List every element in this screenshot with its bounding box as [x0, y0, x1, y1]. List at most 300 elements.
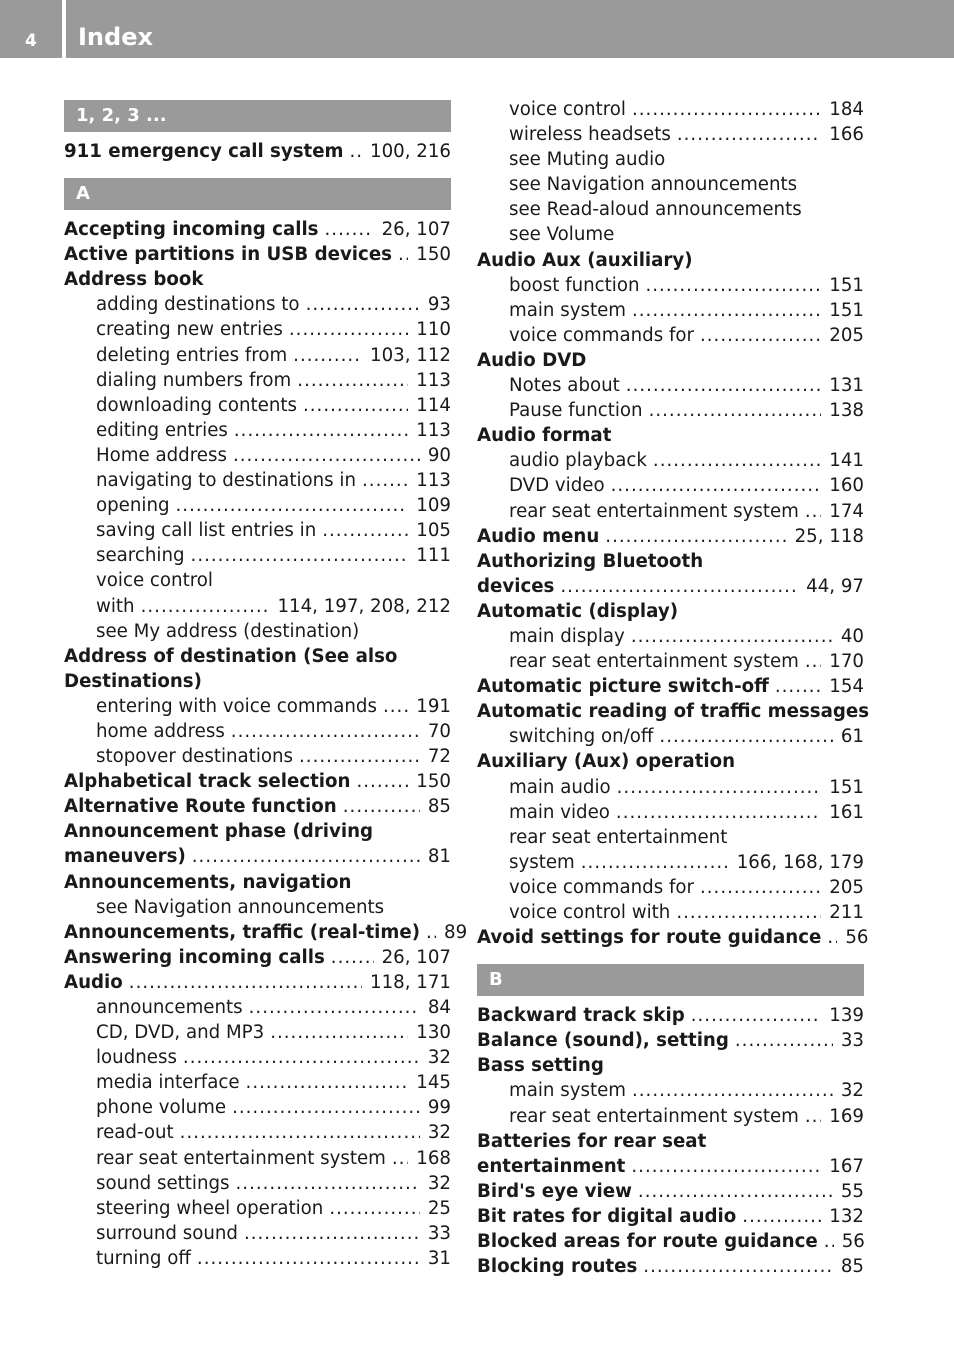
dot-leader [827, 925, 837, 950]
page-reference: 40 [840, 625, 864, 647]
entry-label: DVD video [509, 475, 605, 497]
entry-label: navigating to destinations in [96, 470, 356, 492]
entry-label: searching [96, 545, 185, 567]
page-reference: 113 [416, 470, 451, 492]
entry-label: announcements [96, 997, 243, 1018]
page-reference: 100, 216 [370, 141, 451, 162]
dot-leader [824, 1229, 834, 1254]
header-divider [62, 0, 66, 58]
entry-label: Audio DVD [477, 349, 587, 371]
index-subentry [477, 499, 864, 524]
dot-leader [643, 1254, 833, 1279]
dot-leader [631, 624, 833, 649]
entry-label: Announcements, traffic (real-time) [64, 921, 421, 943]
dot-leader [616, 800, 821, 825]
dot-leader [356, 769, 408, 794]
entry-label: Automatic reading of traffic messages [477, 701, 870, 723]
index-subentry [64, 543, 451, 568]
page-reference: 150 [416, 244, 451, 266]
dot-leader [775, 674, 821, 699]
page-reference: 151 [829, 274, 864, 296]
entry-label: Audio [64, 971, 123, 993]
dot-leader [329, 1196, 420, 1221]
entry-label: voice control [96, 570, 213, 592]
entry-label: entering with voice commands [96, 695, 377, 717]
page-reference: 55 [840, 1180, 864, 1202]
page-reference: 32 [427, 1122, 451, 1144]
entry-label: main system [509, 299, 626, 321]
page-reference: 56 [845, 927, 869, 949]
page-reference: 151 [829, 299, 864, 321]
page-reference: 113 [416, 369, 451, 391]
page-reference: 145 [416, 1072, 451, 1094]
index-subentry [477, 97, 864, 122]
page-reference: 167 [829, 1155, 864, 1177]
entry-label: boost function [509, 274, 640, 296]
index-entry [477, 524, 864, 549]
page-reference: 169 [829, 1105, 864, 1127]
index-subentry [477, 273, 864, 298]
page-reference: 138 [829, 400, 864, 422]
index-entry [64, 844, 451, 869]
dot-leader [805, 499, 821, 524]
index-subentry [64, 719, 451, 744]
entry-label: opening [96, 495, 170, 517]
entry-label: voice commands for [509, 324, 694, 346]
dot-leader [231, 719, 420, 744]
entry-label: Bit rates for digital audio [477, 1205, 737, 1227]
page-reference: 141 [829, 450, 864, 472]
index-subentry [64, 418, 451, 443]
dot-leader [626, 373, 821, 398]
index-subentry [64, 317, 451, 342]
dot-leader [426, 920, 436, 945]
index-subentry [477, 724, 864, 749]
dot-leader [392, 1146, 408, 1171]
index-subentry [64, 443, 451, 468]
dot-leader [303, 393, 408, 418]
entry-label: deleting entries from [96, 344, 288, 366]
page-reference: 44, 97 [806, 575, 864, 597]
dot-leader [232, 1095, 420, 1120]
entry-label: sound settings [96, 1172, 230, 1194]
entry-label: rear seat entertainment system [96, 1147, 386, 1169]
dot-leader [700, 323, 821, 348]
entry-label: main video [509, 801, 610, 823]
page-reference: 150 [416, 771, 451, 793]
entry-label: home address [96, 720, 225, 742]
dot-leader [233, 443, 420, 468]
entry-label: saving call list entries in [96, 520, 317, 542]
page-reference: 85 [840, 1256, 864, 1278]
entry-label: 911 emergency call system [64, 141, 344, 162]
dot-leader [638, 1179, 833, 1204]
entry-label: Announcements, navigation [64, 871, 352, 893]
dot-leader [183, 1045, 420, 1070]
dot-leader [632, 1078, 833, 1103]
dot-leader [691, 1003, 822, 1028]
entry-label: devices [477, 575, 555, 597]
page-reference: 89 [444, 921, 468, 943]
index-entry [477, 1053, 864, 1078]
index-subentry [64, 1020, 451, 1045]
index-entry [64, 870, 451, 895]
index-subentry [477, 649, 864, 674]
entry-label: stopover destinations [96, 746, 293, 768]
index-subentry [477, 900, 864, 925]
entry-label: rear seat entertainment system [509, 651, 799, 673]
entry-label: rear seat entertainment system [509, 500, 799, 522]
page-reference: 85 [427, 796, 451, 818]
entry-label: Answering incoming calls [64, 946, 325, 968]
index-entry [477, 1154, 864, 1179]
section-heading: B [477, 964, 864, 996]
index-entry [64, 945, 451, 970]
dot-leader [306, 292, 420, 317]
index-subentry [477, 147, 864, 172]
dot-leader [192, 844, 420, 869]
entry-label: adding destinations to [96, 294, 300, 316]
index-subentry [477, 172, 864, 197]
index-subentry [477, 323, 864, 348]
index-subentry [64, 493, 451, 518]
section-gap [64, 164, 451, 175]
entry-label: turning off [96, 1247, 191, 1269]
index-subentry [64, 292, 451, 317]
page-reference: 90 [427, 444, 451, 466]
index-subentry [64, 368, 451, 393]
dot-leader [645, 273, 821, 298]
entry-label: entertainment [477, 1155, 626, 1177]
entry-label: Address book [64, 269, 204, 291]
page-reference: 131 [829, 375, 864, 397]
index-subentry [477, 373, 864, 398]
dot-leader [176, 493, 409, 518]
page-reference: 31 [427, 1247, 451, 1269]
page-reference: 174 [829, 500, 864, 522]
page-reference: 166, 168, 179 [736, 851, 864, 873]
index-subentry [64, 1120, 451, 1145]
index-subentry [477, 1078, 864, 1103]
index-subentry [477, 775, 864, 800]
dot-leader [735, 1028, 833, 1053]
index-subentry [64, 1095, 451, 1120]
page-reference: 160 [829, 475, 864, 497]
section-heading: A [64, 178, 451, 210]
page-reference: 118, 171 [370, 971, 451, 993]
index-subentry [64, 343, 451, 368]
entry-label: steering wheel operation [96, 1197, 324, 1219]
entry-label: switching on/off [509, 726, 654, 748]
dot-leader [617, 775, 822, 800]
entry-label: editing entries [96, 419, 228, 441]
entry-label: Avoid settings for route guidance [477, 927, 822, 949]
index-entry [64, 217, 451, 242]
entry-label: CD, DVD, and MP3 [96, 1022, 265, 1044]
dot-leader [331, 945, 374, 970]
dot-leader [350, 139, 363, 164]
index-subentry [477, 624, 864, 649]
entry-label: Bird's eye view [477, 1180, 632, 1202]
index-subentry [477, 850, 864, 875]
entry-label: maneuvers) [64, 846, 186, 868]
index-entry [477, 1254, 864, 1279]
dot-leader [611, 473, 822, 498]
page-reference: 132 [829, 1205, 864, 1227]
page-reference: 205 [829, 324, 864, 346]
entry-label: Blocking routes [477, 1256, 638, 1278]
index-entry [64, 139, 451, 164]
index-entry [477, 674, 864, 699]
index-entry [477, 925, 869, 950]
entry-label: see Volume [509, 224, 615, 246]
index-entry [477, 1003, 864, 1028]
index-entry [477, 248, 864, 273]
entry-label: Authorizing Bluetooth [477, 550, 704, 572]
index-entry [64, 970, 451, 995]
index-entry [477, 749, 864, 774]
index-column-left [64, 97, 468, 1271]
dot-leader [297, 368, 408, 393]
entry-label: Address of destination (See also [64, 645, 398, 667]
dot-leader [191, 543, 409, 568]
page-reference: 99 [427, 1097, 451, 1119]
entry-label: media interface [96, 1072, 240, 1094]
entry-label: rear seat entertainment system [509, 1105, 799, 1127]
index-subentry [64, 1045, 451, 1070]
entry-label: creating new entries [96, 319, 283, 341]
page-reference: 113 [416, 419, 451, 441]
index-subentry [64, 744, 451, 769]
entry-label: rear seat entertainment [509, 826, 728, 848]
entry-label: see Muting audio [509, 149, 666, 171]
entry-label: dialing numbers from [96, 369, 292, 391]
entry-label: see Read-aloud announcements [509, 199, 802, 221]
page-reference: 154 [829, 676, 864, 698]
entry-label: Audio format [477, 425, 612, 447]
page-reference: 56 [841, 1231, 865, 1253]
entry-label: wireless headsets [509, 124, 671, 146]
index-subentry [477, 473, 864, 498]
dot-leader [659, 724, 832, 749]
index-entry [477, 574, 864, 599]
index-subentry [477, 825, 864, 850]
index-entry [477, 348, 864, 373]
entry-label: main audio [509, 776, 611, 798]
dot-leader [362, 468, 408, 493]
index-entry [477, 1179, 864, 1204]
index-column-right [477, 97, 870, 1279]
page-reference: 109 [416, 495, 451, 517]
page-reference: 25 [427, 1197, 451, 1219]
page-reference: 32 [427, 1047, 451, 1069]
page-reference: 84 [427, 997, 451, 1018]
dot-leader [293, 343, 362, 368]
page-reference: 72 [427, 746, 451, 768]
page-reference: 191 [416, 695, 451, 717]
page-reference: 26, 107 [381, 219, 451, 241]
dot-leader [581, 850, 729, 875]
index-subentry [64, 1070, 451, 1095]
dot-leader [649, 398, 822, 423]
page-title: Index [78, 23, 153, 51]
page-number: 4 [25, 31, 37, 51]
entry-label: Automatic picture switch-off [477, 676, 769, 698]
index-subentry [477, 1104, 864, 1129]
index-subentry [477, 398, 864, 423]
dot-leader [299, 744, 420, 769]
dot-leader [631, 1154, 821, 1179]
dot-leader [289, 317, 408, 342]
entry-label: Accepting incoming calls [64, 219, 319, 241]
page-reference: 70 [427, 720, 451, 742]
index-entry [64, 794, 451, 819]
dot-leader [700, 875, 821, 900]
index-subentry [64, 895, 451, 920]
page-reference: 111 [416, 545, 451, 567]
index-subentry [477, 298, 864, 323]
entry-label: Alphabetical track selection [64, 771, 351, 793]
dot-leader [676, 900, 821, 925]
entry-label: main display [509, 625, 625, 647]
index-entry [477, 1129, 864, 1154]
entry-label: Announcement phase (driving [64, 821, 374, 843]
entry-label: Bass setting [477, 1055, 604, 1077]
index-entry [477, 699, 870, 724]
index-entry [64, 267, 451, 292]
dot-leader [343, 794, 420, 819]
entry-label: Audio menu [477, 525, 600, 547]
index-subentry [64, 1196, 451, 1221]
dot-leader [632, 97, 821, 122]
page-reference: 166 [829, 124, 864, 146]
page-reference: 110 [416, 319, 451, 341]
index-subentry [64, 694, 451, 719]
dot-leader [398, 242, 408, 267]
dot-leader [383, 694, 408, 719]
index-entry [64, 669, 451, 694]
page-reference: 103, 112 [370, 344, 451, 366]
dot-leader [322, 518, 408, 543]
dot-leader [141, 594, 270, 619]
entry-label: Blocked areas for route guidance [477, 1231, 818, 1253]
entry-label: audio playback [509, 450, 647, 472]
entry-label: voice control [509, 99, 626, 120]
index-subentry [477, 448, 864, 473]
entry-label: Audio Aux (auxiliary) [477, 249, 693, 271]
index-entry [477, 1028, 864, 1053]
page-header [0, 0, 954, 58]
page-reference: 25, 118 [794, 525, 864, 547]
page-reference: 32 [427, 1172, 451, 1194]
page-reference: 105 [416, 520, 451, 542]
dot-leader [244, 1221, 420, 1246]
dot-leader [325, 217, 374, 242]
entry-label: Auxiliary (Aux) operation [477, 751, 736, 773]
index-subentry [64, 1146, 451, 1171]
section-heading: 1, 2, 3 ... [64, 100, 451, 132]
entry-label: Active partitions in USB devices [64, 244, 392, 266]
index-entry [64, 644, 451, 669]
index-entry [477, 599, 864, 624]
dot-leader [129, 970, 362, 995]
index-subentry [477, 197, 864, 222]
dot-leader [805, 649, 821, 674]
dot-leader [234, 418, 408, 443]
page-reference: 151 [829, 776, 864, 798]
index-entry [64, 819, 451, 844]
dot-leader [246, 1070, 409, 1095]
index-subentry [64, 468, 451, 493]
dot-leader [605, 524, 786, 549]
page-reference: 26, 107 [381, 946, 451, 968]
entry-label: see Navigation announcements [96, 896, 385, 918]
dot-leader [236, 1171, 420, 1196]
page-reference: 33 [427, 1222, 451, 1244]
index-subentry [477, 875, 864, 900]
dot-leader [677, 122, 821, 147]
page-reference: 168 [416, 1147, 451, 1169]
entry-label: see My address (destination) [96, 620, 360, 642]
index-entry [64, 242, 451, 267]
entry-label: surround sound [96, 1222, 238, 1244]
section-gap [477, 950, 864, 961]
index-subentry [64, 619, 451, 644]
dot-leader [653, 448, 821, 473]
page-reference: 114 [416, 394, 451, 416]
page-reference: 139 [829, 1005, 864, 1027]
entry-label: phone volume [96, 1097, 227, 1119]
index-subentry [64, 1221, 451, 1246]
dot-leader [560, 574, 798, 599]
index-subentry [64, 1171, 451, 1196]
entry-label: see Navigation announcements [509, 174, 798, 196]
index-subentry [477, 800, 864, 825]
dot-leader [632, 298, 821, 323]
index-entry [477, 549, 864, 574]
page-reference: 114, 197, 208, 212 [277, 595, 451, 617]
index-subentry [64, 995, 451, 1020]
entry-label: system [509, 851, 575, 873]
index-subentry [64, 1246, 451, 1271]
entry-label: with [96, 595, 135, 617]
page-reference: 184 [829, 99, 864, 120]
dot-leader [249, 995, 420, 1020]
index-subentry [477, 222, 864, 247]
dot-leader [805, 1104, 821, 1129]
entry-label: Backward track skip [477, 1005, 685, 1027]
dot-leader [197, 1246, 420, 1271]
page-reference: 93 [427, 294, 451, 316]
dot-leader [742, 1204, 821, 1229]
page-reference: 211 [829, 902, 864, 923]
entry-label: downloading contents [96, 394, 297, 416]
page-reference: 81 [427, 846, 451, 868]
entry-label: read-out [96, 1122, 174, 1144]
dot-leader [180, 1120, 420, 1145]
page-reference: 61 [840, 726, 864, 748]
index-subentry [64, 568, 451, 593]
index-entry [477, 1204, 864, 1229]
page-reference: 32 [840, 1080, 864, 1102]
page-reference: 33 [840, 1030, 864, 1052]
index-subentry [477, 122, 864, 147]
index-subentry [64, 594, 451, 619]
entry-label: Batteries for rear seat [477, 1130, 707, 1152]
page-reference: 161 [829, 801, 864, 823]
entry-label: Destinations) [64, 670, 202, 692]
page-reference: 170 [829, 651, 864, 673]
